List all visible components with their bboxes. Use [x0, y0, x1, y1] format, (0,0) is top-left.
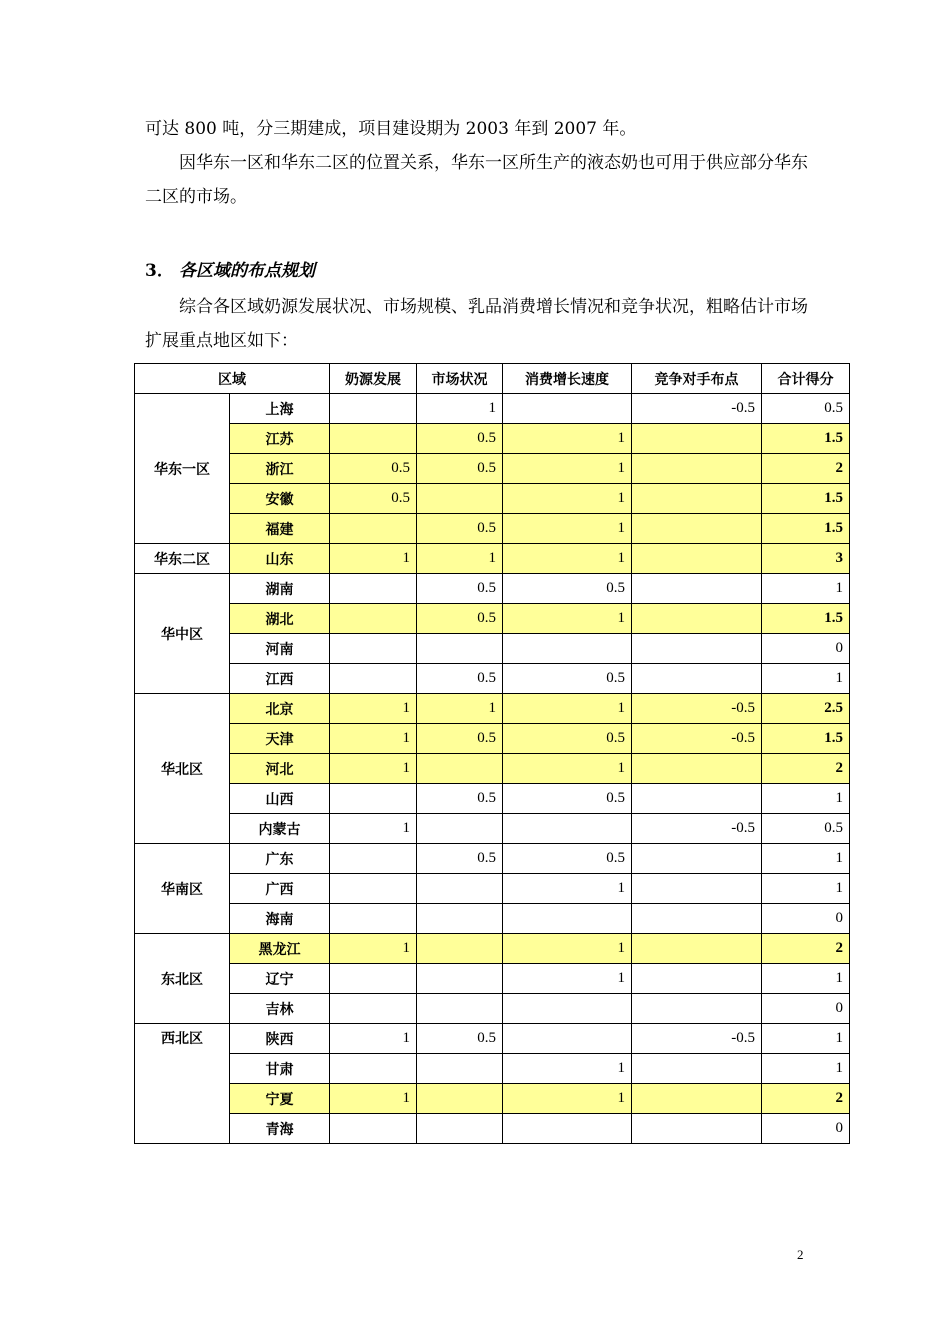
province-cell: 江西: [230, 664, 330, 694]
consumption-growth-cell: 1: [503, 1054, 632, 1084]
total-score-cell: 1: [762, 1054, 850, 1084]
total-score-cell: 1: [762, 844, 850, 874]
market-status-cell: [417, 994, 503, 1024]
header-consumption-growth: 消费增长速度: [503, 364, 632, 394]
milk-source-cell: 1: [330, 694, 417, 724]
table-row: [135, 664, 850, 694]
consumption-growth-cell: 1: [503, 934, 632, 964]
milk-source-cell: [330, 604, 417, 634]
competitor-cell: [632, 514, 762, 544]
competitor-cell: -0.5: [632, 1024, 762, 1054]
market-status-cell: 0.5: [417, 844, 503, 874]
province-cell: 内蒙古: [230, 814, 330, 844]
total-score-cell: 0: [762, 1114, 850, 1144]
table-row: [135, 1024, 850, 1054]
total-score-cell: 2: [762, 934, 850, 964]
table-row: [135, 724, 850, 754]
market-status-cell: 0.5: [417, 424, 503, 454]
consumption-growth-cell: [503, 1114, 632, 1144]
consumption-growth-cell: 0.5: [503, 574, 632, 604]
table-row: [135, 574, 850, 604]
market-status-cell: 0.5: [417, 724, 503, 754]
milk-source-cell: 1: [330, 934, 417, 964]
total-score-cell: 1: [762, 874, 850, 904]
competitor-cell: -0.5: [632, 814, 762, 844]
consumption-growth-cell: 1: [503, 484, 632, 514]
table-row: [135, 1054, 850, 1084]
milk-source-cell: [330, 634, 417, 664]
total-score-cell: 1.5: [762, 514, 850, 544]
region-cell: 华东二区: [135, 544, 230, 574]
competitor-cell: -0.5: [632, 694, 762, 724]
province-cell: 广西: [230, 874, 330, 904]
consumption-growth-cell: 1: [503, 754, 632, 784]
table-row: [135, 604, 850, 634]
table-row: [135, 874, 850, 904]
competitor-cell: [632, 574, 762, 604]
region-cell: 华东一区: [135, 394, 230, 544]
consumption-growth-cell: 1: [503, 544, 632, 574]
competitor-cell: [632, 634, 762, 664]
competitor-cell: [632, 604, 762, 634]
province-cell: 陕西: [230, 1024, 330, 1054]
competitor-cell: [632, 964, 762, 994]
header-milk-source: 奶源发展: [330, 364, 417, 394]
province-cell: 青海: [230, 1114, 330, 1144]
section-number: 3．: [145, 261, 174, 281]
table-row: [135, 964, 850, 994]
table-row: [135, 454, 850, 484]
consumption-growth-cell: [503, 904, 632, 934]
header-competitor-presence: 竞争对手布点: [632, 364, 762, 394]
page-number: 2: [797, 1247, 804, 1262]
province-cell: 湖南: [230, 574, 330, 604]
total-score-cell: 1.5: [762, 484, 850, 514]
competitor-cell: [632, 994, 762, 1024]
market-status-cell: 1: [417, 694, 503, 724]
province-cell: 山东: [230, 544, 330, 574]
milk-source-cell: 0.5: [330, 454, 417, 484]
table-row: [135, 784, 850, 814]
province-cell: 湖北: [230, 604, 330, 634]
province-cell: 安徽: [230, 484, 330, 514]
total-score-cell: 0: [762, 994, 850, 1024]
total-score-cell: 2.5: [762, 694, 850, 724]
consumption-growth-cell: 1: [503, 424, 632, 454]
milk-source-cell: [330, 874, 417, 904]
province-cell: 天津: [230, 724, 330, 754]
total-score-cell: 1.5: [762, 724, 850, 754]
table-row: [135, 1084, 850, 1114]
province-cell: 辽宁: [230, 964, 330, 994]
milk-source-cell: 0.5: [330, 484, 417, 514]
section-title: 各区域的布点规划: [179, 261, 315, 281]
competitor-cell: [632, 664, 762, 694]
market-status-cell: 1: [417, 394, 503, 424]
consumption-growth-cell: [503, 814, 632, 844]
market-status-cell: 0.5: [417, 1024, 503, 1054]
milk-source-cell: 1: [330, 754, 417, 784]
milk-source-cell: [330, 664, 417, 694]
table-row: [135, 994, 850, 1024]
section-intro: 综合各区域奶源发展状况、市场规模、乳品消费增长情况和竞争状况，粗略估计市场扩展重点地区如下：: [145, 297, 808, 351]
table-body: [135, 394, 850, 1144]
consumption-growth-cell: 0.5: [503, 724, 632, 754]
consumption-growth-cell: [503, 1024, 632, 1054]
milk-source-cell: [330, 844, 417, 874]
header-market-status: 市场状况: [417, 364, 503, 394]
market-status-cell: 0.5: [417, 664, 503, 694]
total-score-cell: 1: [762, 574, 850, 604]
region-cell: 东北区: [135, 934, 230, 1024]
competitor-cell: [632, 1054, 762, 1084]
total-score-cell: 1: [762, 964, 850, 994]
total-score-cell: 2: [762, 454, 850, 484]
market-status-cell: [417, 754, 503, 784]
table-row: [135, 694, 850, 724]
table-row: [135, 754, 850, 784]
province-cell: 福建: [230, 514, 330, 544]
consumption-growth-cell: 1: [503, 514, 632, 544]
market-status-cell: 1: [417, 544, 503, 574]
paragraph-location-note: 因华东一区和华东二区的位置关系，华东一区所生产的液态奶也可用于供应部分华东二区的市场。: [145, 153, 808, 207]
province-cell: 山西: [230, 784, 330, 814]
market-status-cell: [417, 634, 503, 664]
province-cell: 广东: [230, 844, 330, 874]
total-score-cell: 1: [762, 784, 850, 814]
competitor-cell: -0.5: [632, 724, 762, 754]
market-status-cell: 0.5: [417, 514, 503, 544]
total-score-cell: 0: [762, 904, 850, 934]
consumption-growth-cell: [503, 394, 632, 424]
table-row: [135, 394, 850, 424]
table-row: [135, 904, 850, 934]
competitor-cell: [632, 754, 762, 784]
total-score-cell: 0: [762, 634, 850, 664]
competitor-cell: [632, 544, 762, 574]
milk-source-cell: 1: [330, 1084, 417, 1114]
competitor-cell: [632, 904, 762, 934]
milk-source-cell: 1: [330, 1024, 417, 1054]
table-row: [135, 484, 850, 514]
competitor-cell: [632, 874, 762, 904]
table-row: [135, 634, 850, 664]
total-score-cell: 1: [762, 1024, 850, 1054]
region-cell: 华中区: [135, 574, 230, 694]
total-score-cell: 0.5: [762, 394, 850, 424]
header-region: 区域: [135, 364, 330, 394]
market-status-cell: 0.5: [417, 784, 503, 814]
province-cell: 河南: [230, 634, 330, 664]
market-status-cell: [417, 484, 503, 514]
competitor-cell: [632, 454, 762, 484]
market-status-cell: 0.5: [417, 574, 503, 604]
market-status-cell: [417, 904, 503, 934]
market-status-cell: [417, 874, 503, 904]
total-score-cell: 2: [762, 1084, 850, 1114]
province-cell: 北京: [230, 694, 330, 724]
consumption-growth-cell: 1: [503, 694, 632, 724]
milk-source-cell: [330, 904, 417, 934]
total-score-cell: 1.5: [762, 424, 850, 454]
consumption-growth-cell: 1: [503, 964, 632, 994]
province-cell: 甘肃: [230, 1054, 330, 1084]
table-row: [135, 544, 850, 574]
region-cell: 华北区: [135, 694, 230, 844]
paragraph-continuation: 可达 800 吨，分三期建成，项目建设期为 2003 年到 2007 年。: [145, 119, 637, 139]
table-header-row: [135, 364, 850, 394]
table-row: [135, 844, 850, 874]
province-cell: 上海: [230, 394, 330, 424]
table-row: [135, 424, 850, 454]
total-score-cell: 1: [762, 664, 850, 694]
province-cell: 河北: [230, 754, 330, 784]
consumption-growth-cell: 0.5: [503, 844, 632, 874]
consumption-growth-cell: [503, 634, 632, 664]
province-cell: 江苏: [230, 424, 330, 454]
competitor-cell: [632, 424, 762, 454]
consumption-growth-cell: 1: [503, 604, 632, 634]
market-status-cell: [417, 934, 503, 964]
total-score-cell: 2: [762, 754, 850, 784]
section-heading: [145, 256, 315, 281]
province-cell: 浙江: [230, 454, 330, 484]
milk-source-cell: [330, 994, 417, 1024]
milk-source-cell: [330, 1114, 417, 1144]
consumption-growth-cell: [503, 994, 632, 1024]
header-total-score: 合计得分: [762, 364, 850, 394]
competitor-cell: [632, 484, 762, 514]
market-status-cell: [417, 1114, 503, 1144]
region-cell: 西北区: [135, 1024, 230, 1144]
milk-source-cell: [330, 574, 417, 604]
consumption-growth-cell: 0.5: [503, 784, 632, 814]
milk-source-cell: [330, 514, 417, 544]
milk-source-cell: [330, 784, 417, 814]
competitor-cell: -0.5: [632, 394, 762, 424]
competitor-cell: [632, 784, 762, 814]
competitor-cell: [632, 1084, 762, 1114]
competitor-cell: [632, 844, 762, 874]
total-score-cell: 1.5: [762, 604, 850, 634]
market-status-cell: [417, 1084, 503, 1114]
market-status-cell: [417, 964, 503, 994]
market-status-cell: 0.5: [417, 454, 503, 484]
market-status-cell: [417, 814, 503, 844]
consumption-growth-cell: 1: [503, 1084, 632, 1114]
table-row: [135, 934, 850, 964]
milk-source-cell: [330, 964, 417, 994]
province-cell: 海南: [230, 904, 330, 934]
milk-source-cell: 1: [330, 814, 417, 844]
milk-source-cell: 1: [330, 544, 417, 574]
table-row: [135, 1114, 850, 1144]
consumption-growth-cell: 1: [503, 874, 632, 904]
total-score-cell: 0.5: [762, 814, 850, 844]
table-row: [135, 514, 850, 544]
province-cell: 宁夏: [230, 1084, 330, 1114]
market-status-cell: 0.5: [417, 604, 503, 634]
province-cell: 黑龙江: [230, 934, 330, 964]
market-status-cell: [417, 1054, 503, 1084]
region-score-table: [134, 363, 850, 1144]
region-cell: 华南区: [135, 844, 230, 934]
consumption-growth-cell: 0.5: [503, 664, 632, 694]
consumption-growth-cell: 1: [503, 454, 632, 484]
table-row: [135, 814, 850, 844]
milk-source-cell: 1: [330, 724, 417, 754]
competitor-cell: [632, 934, 762, 964]
total-score-cell: 3: [762, 544, 850, 574]
competitor-cell: [632, 1114, 762, 1144]
province-cell: 吉林: [230, 994, 330, 1024]
milk-source-cell: [330, 394, 417, 424]
milk-source-cell: [330, 1054, 417, 1084]
milk-source-cell: [330, 424, 417, 454]
